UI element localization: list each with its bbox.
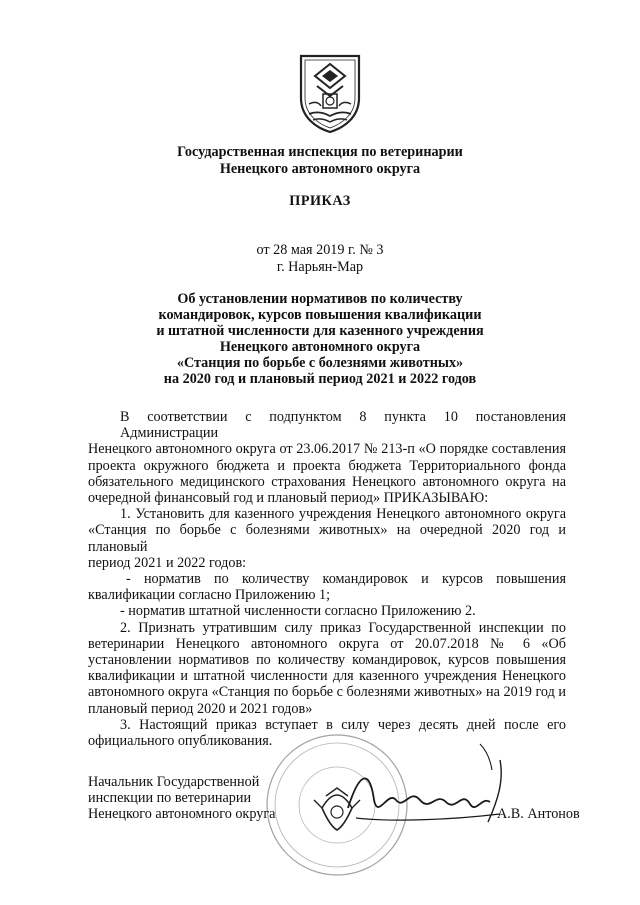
order-title-line: на 2020 год и плановый период 2021 и 2022 годов [163,371,477,387]
signatory-position-line3: Ненецкого автономного округа [88,806,276,822]
item1-line: «Станция по борьбе с болезнями животных» на очередной 2020 год и плановый [88,522,566,555]
order-title-line: Об установлении нормативов по количеству [177,291,463,307]
document-date-number: от 28 мая 2019 г. № 3 [256,242,384,258]
item2-line: автономного округа «Станция по борьбе с болезнями животных» на 2019 год и [88,684,566,701]
item1-sub1-line: квалификации согласно Приложению 1; [88,587,331,604]
item1-line: 1. Установить для казенного учреждения Ненецкого автономного округа [120,506,566,523]
item1-sub2-line: - норматив штатной численности согласно Приложению 2. [120,603,476,620]
preamble-line: В соответствии с подпунктом 8 пункта 10 постановления Администрации [120,409,566,442]
order-title-line: Ненецкого автономного округа [219,339,421,355]
org-name-line2: Ненецкого автономного округа [219,161,421,177]
preamble-line: Ненецкого автономного округа от 23.06.2017 № 213-п «О порядке составления [88,441,566,458]
order-body-text [88,409,566,749]
order-title-line: командировок, курсов повышения квалификации [158,307,482,323]
item2-line: установлении нормативов по количеству командировок, курсов повышения [88,652,566,669]
document-place: г. Нарьян-Мар [276,259,364,275]
order-title-line: и штатной численности для казенного учреждения [156,323,484,339]
preamble-line: очередной финансовый год и плановый период» ПРИКАЗЫВАЮ: [88,490,489,507]
item1-sub1-line: - норматив по количеству командировок и курсов повышения [126,571,566,588]
item1-line: период 2021 и 2022 годов: [88,554,247,571]
preamble-line: обязательного медицинского страхования Ненецкого автономного округа на [88,473,566,490]
coat-of-arms-emblem [295,52,365,134]
signatory-name: А.В. Антонов [497,806,580,822]
signatory-position-line2: инспекции по ветеринарии [88,790,252,806]
item3-line: официального опубликования. [88,733,273,750]
handwritten-signature [330,730,510,850]
document-type-title: ПРИКАЗ [289,193,351,209]
order-title-line: «Станция по борьбе с болезнями животных» [176,355,464,371]
org-name-line1: Государственная инспекция по ветеринарии [177,144,463,160]
item3-line: 3. Настоящий приказ вступает в силу через десять дней после его [120,716,566,733]
item2-line: ветеринарии Ненецкого автономного округа от 20.07.2018 № 6 «Об [88,635,566,652]
item2-line: квалификации и штатной численности для казенного учреждения Ненецкого [88,668,566,685]
signatory-position-line1: Начальник Государственной [88,774,260,790]
preamble-line: проекта окружного бюджета и проекта бюджета Территориального фонда [88,457,566,474]
item2-line: 2. Признать утратившим силу приказ Государственной инспекции по [120,619,566,636]
item2-line: плановый период 2020 и 2021 годов» [88,700,313,717]
